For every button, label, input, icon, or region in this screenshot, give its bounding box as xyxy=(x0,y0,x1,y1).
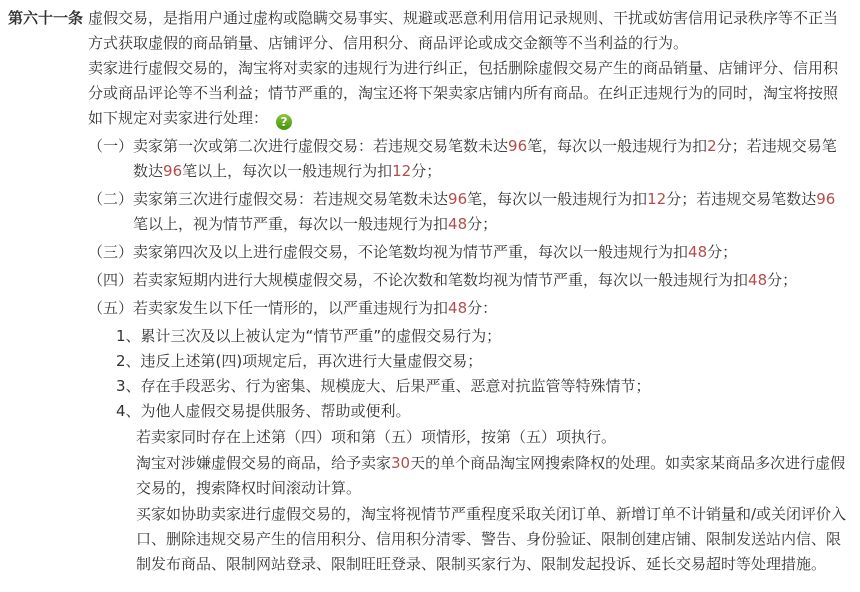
paragraph-concurrence-text: 若卖家同时存在上述第（四）项和第（五）项情形，按第（五）项执行。 xyxy=(136,428,617,446)
rule-item-text: 卖家第三次进行虚假交易：若违规交易笔数未达96笔，每次以一般违规行为扣12分；若违规交易笔数达96笔以上，视为情节严重，每次以一般违规行为扣48分； xyxy=(133,190,836,233)
sub-item-text: 累计三次及以上被认定为“情节严重”的虚假交易行为； xyxy=(140,327,502,345)
sub-item-marker: 3、 xyxy=(116,377,141,395)
sub-item-1 xyxy=(116,324,848,349)
article-number-label: 第六十一条 xyxy=(8,9,84,27)
rule-item-text: 若卖家发生以下任一情形的，以严重违规行为扣48分： xyxy=(133,299,498,317)
paragraph-definition xyxy=(88,6,848,56)
paragraph-enforcement xyxy=(88,56,848,131)
paragraph-buyer-penalty xyxy=(136,502,848,577)
rule-item-marker: （四） xyxy=(88,271,134,289)
sub-item-2 xyxy=(116,349,848,374)
sub-item-text: 存在手段恶劣、行为密集、规模庞大、后果严重、恶意对抗监管等特殊情节； xyxy=(140,377,651,395)
paragraph-concurrence xyxy=(136,425,848,450)
sub-item-marker: 2、 xyxy=(116,352,141,370)
sub-item-list xyxy=(116,324,848,424)
rule-item-marker: （五） xyxy=(88,299,134,317)
sub-item-4 xyxy=(116,399,848,424)
article-body xyxy=(88,6,848,577)
rule-item-text: 卖家第四次及以上进行虚假交易，不论笔数均视为情节严重，每次以一般违规行为扣48分； xyxy=(133,243,738,261)
sub-item-marker: 4、 xyxy=(116,402,141,420)
paragraph-search-demotion xyxy=(136,451,848,501)
help-icon[interactable]: ? xyxy=(276,114,292,130)
sub-item-text: 为他人虚假交易提供服务、帮助或便利。 xyxy=(140,402,411,420)
paragraph-buyer-penalty-text: 买家如协助卖家进行虚假交易的，淘宝将视情节严重程度采取关闭订单、新增订单不计销量和/或关闭评价入口、删除违规交易产生的信用积分、信用积分清零、警告、身份验证、限制创建店铺、限制发送站内信、限制发布商品、限制网站登录、限制旺旺登录、限制买家行为、限制发起投诉、延长交易超时等处理措施。 xyxy=(136,505,847,573)
rule-item-text: 若卖家短期内进行大规模虚假交易，不论次数和笔数均视为情节严重，每次以一般违规行为扣48分； xyxy=(133,271,798,289)
paragraph-enforcement-text: 卖家进行虚假交易的，淘宝将对卖家的违规行为进行纠正，包括删除虚假交易产生的商品销量、店铺评分、信用积分或商品评论等不当利益；情节严重的，淘宝还将下架卖家店铺内所有商品。在纠正违规行为的同时，淘宝将按照如下规定对卖家进行处理： xyxy=(88,59,839,127)
rule-item-1 xyxy=(88,134,848,184)
rule-item-marker: （一） xyxy=(88,137,134,155)
rule-item-marker: （二） xyxy=(88,190,134,208)
paragraph-search-demotion-text: 淘宝对涉嫌虚假交易的商品，给予卖家30天的单个商品淘宝网搜索降权的处理。如卖家某商品多次进行虚假交易的，搜索降权时间滚动计算。 xyxy=(136,454,846,497)
sub-item-text: 违反上述第(四)项规定后，再次进行大量虚假交易； xyxy=(140,352,483,370)
sub-item-marker: 1、 xyxy=(116,327,141,345)
rule-item-marker: （三） xyxy=(88,243,134,261)
rule-item-2 xyxy=(88,187,848,237)
sub-item-3 xyxy=(116,374,848,399)
paragraph-definition-text: 虚假交易，是指用户通过虚构或隐瞒交易事实、规避或恶意利用信用记录规则、干扰或妨害信用记录秩序等不正当方式获取虚假的商品销量、店铺评分、信用积分、商品评论或成交金额等不当利益的行为。 xyxy=(88,9,839,52)
rule-item-5 xyxy=(88,296,848,321)
rule-item-4 xyxy=(88,268,848,293)
rule-item-3 xyxy=(88,240,848,265)
rule-item-text: 卖家第一次或第二次进行虚假交易：若违规交易笔数未达96笔，每次以一般违规行为扣2分；若违规交易笔数达96笔以上，每次以一般违规行为扣12分； xyxy=(133,137,837,180)
